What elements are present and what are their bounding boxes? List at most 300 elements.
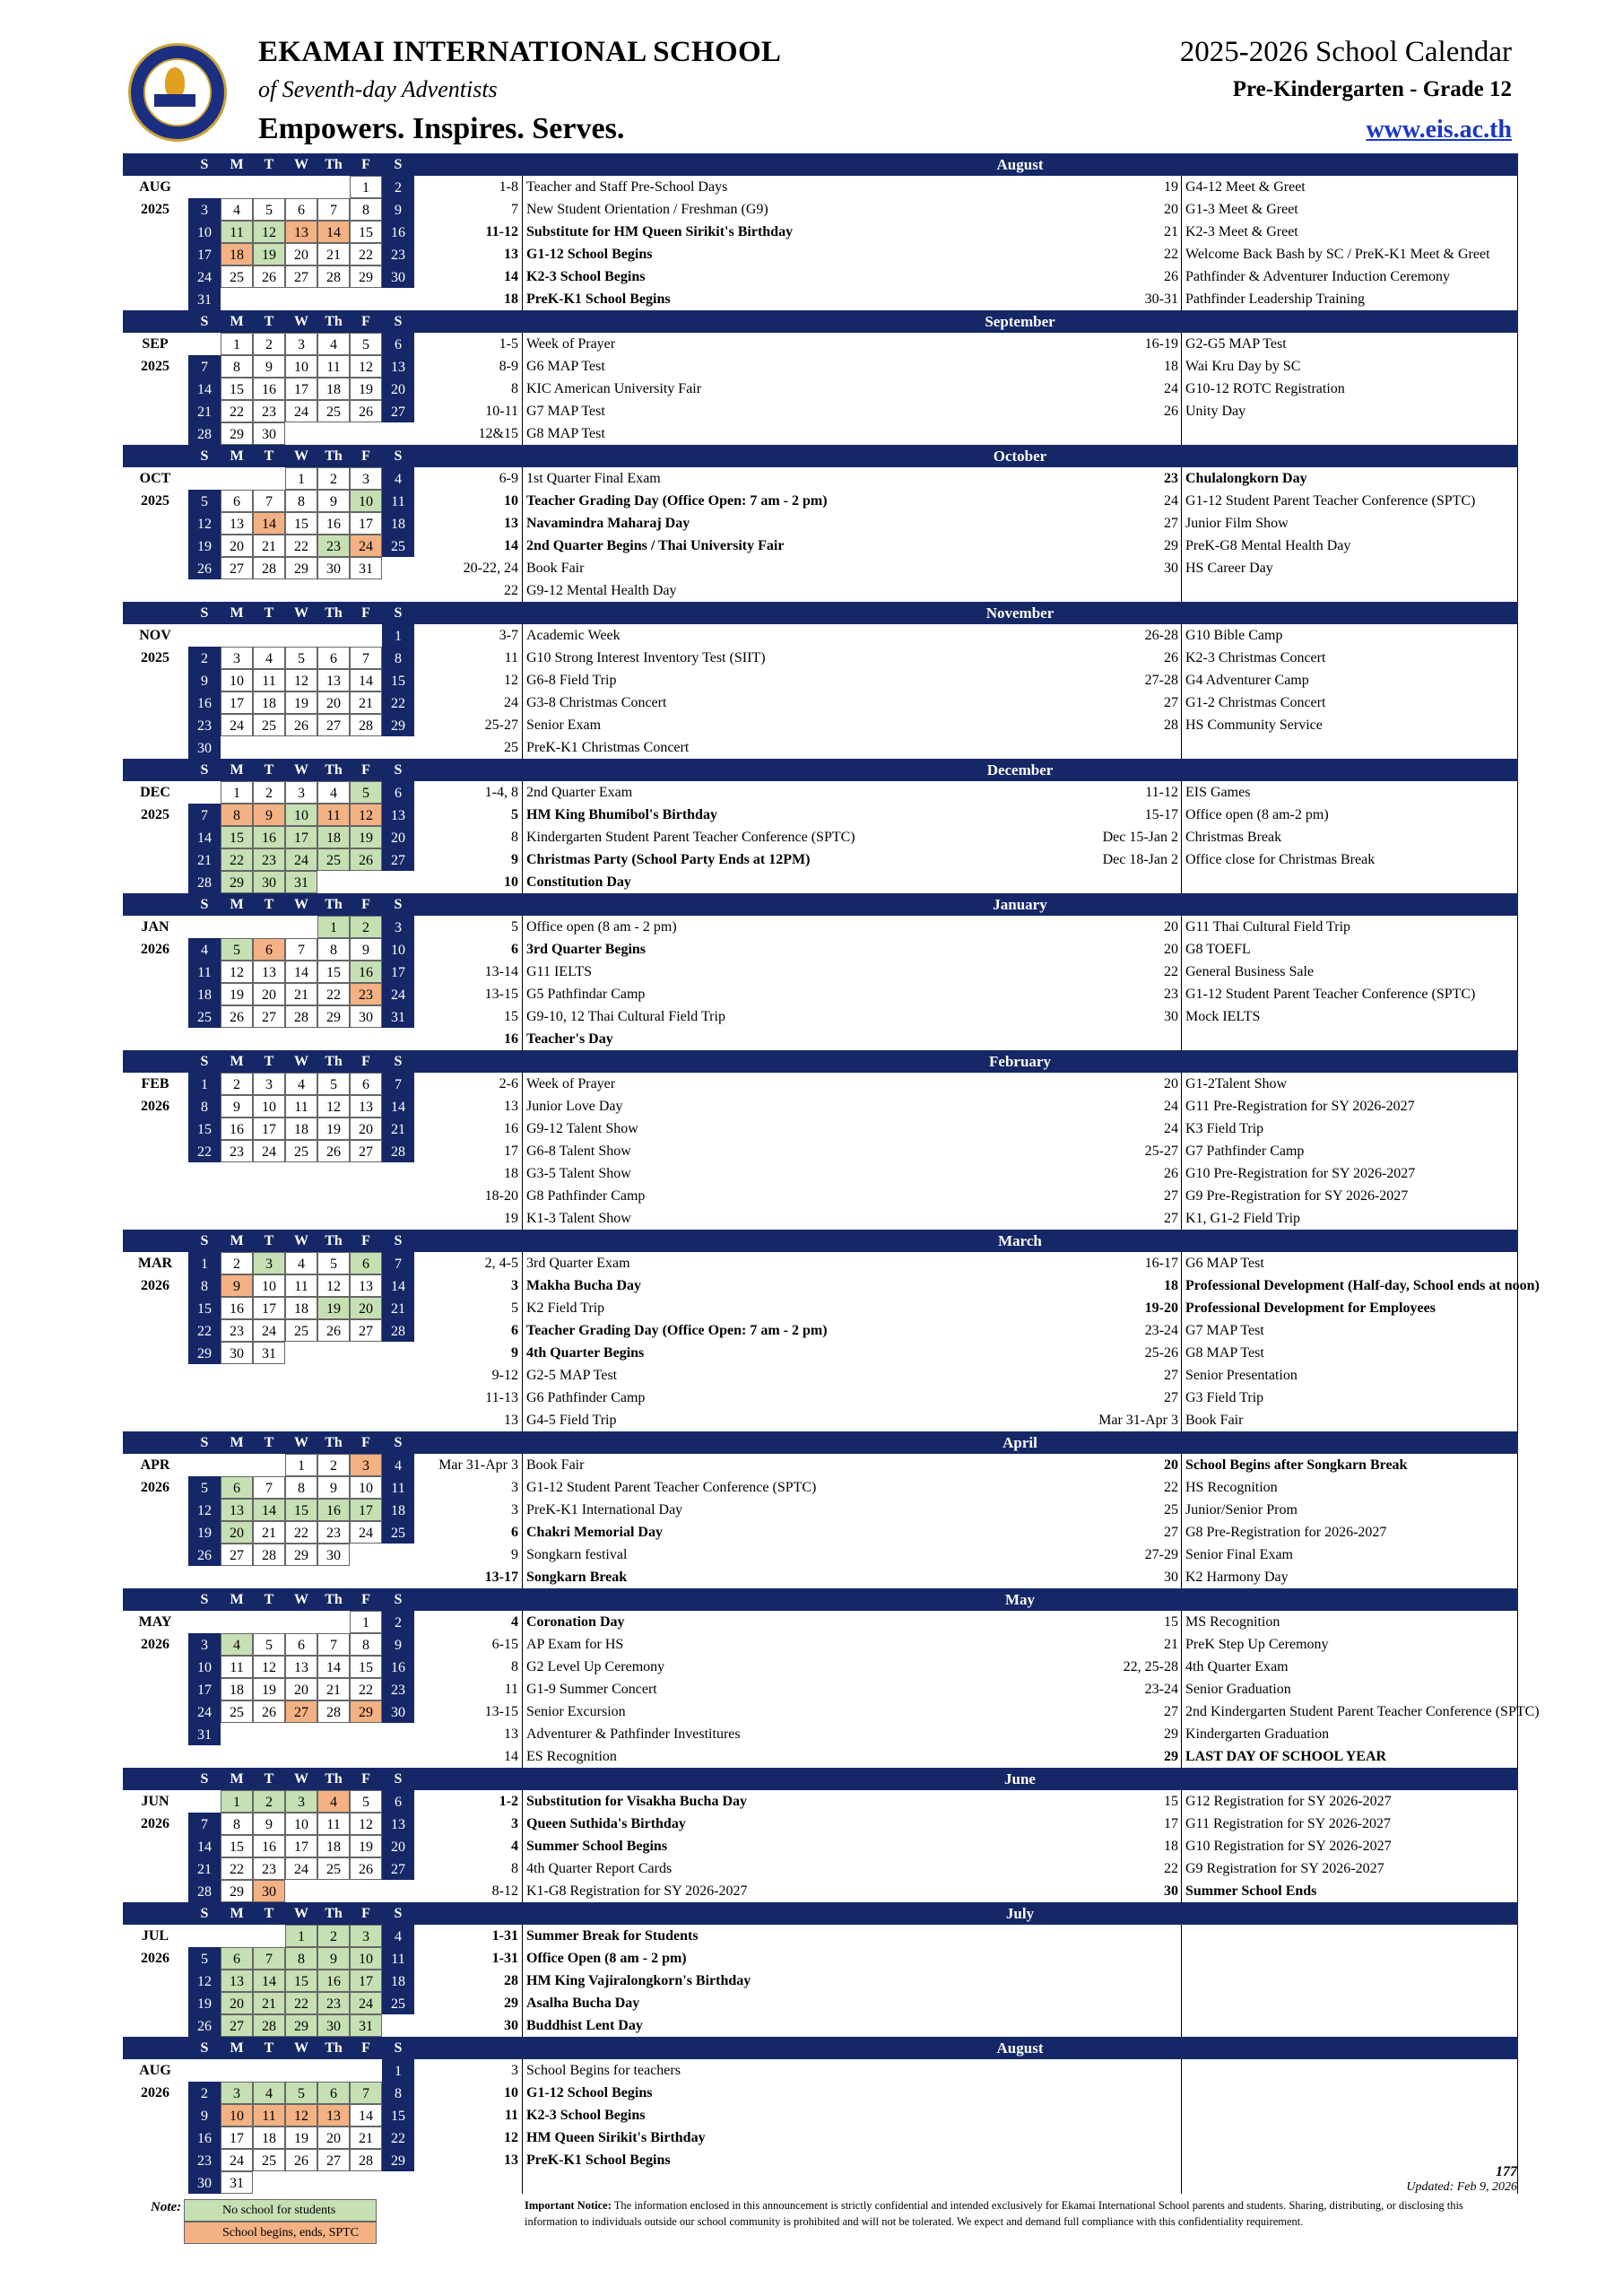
- calendar-day[interactable]: 10: [188, 221, 221, 243]
- calendar-day[interactable]: 17: [382, 961, 414, 983]
- calendar-day[interactable]: 12: [317, 1274, 350, 1297]
- calendar-day[interactable]: 6: [221, 1476, 253, 1499]
- calendar-day[interactable]: 1: [221, 333, 253, 355]
- calendar-day[interactable]: 18: [317, 378, 350, 400]
- calendar-day[interactable]: 16: [221, 1297, 253, 1319]
- calendar-day[interactable]: 23: [382, 1678, 414, 1700]
- calendar-day[interactable]: 10: [253, 1274, 285, 1297]
- calendar-day[interactable]: 27: [221, 1544, 253, 1566]
- calendar-day[interactable]: 9: [253, 1813, 285, 1835]
- calendar-day[interactable]: 6: [382, 1790, 414, 1813]
- calendar-day[interactable]: 18: [221, 1678, 253, 1700]
- calendar-day[interactable]: 6: [253, 938, 285, 961]
- calendar-day[interactable]: 1: [382, 2059, 414, 2082]
- calendar-day[interactable]: 14: [253, 1970, 285, 1992]
- calendar-day[interactable]: 4: [382, 1925, 414, 1947]
- calendar-day[interactable]: 5: [285, 647, 317, 669]
- calendar-day[interactable]: 7: [188, 355, 221, 378]
- calendar-day[interactable]: 22: [188, 1319, 221, 1342]
- calendar-day[interactable]: 9: [188, 2104, 221, 2126]
- calendar-day[interactable]: 5: [317, 1252, 350, 1274]
- calendar-day[interactable]: 20: [285, 1678, 317, 1700]
- calendar-day[interactable]: 8: [221, 355, 253, 378]
- calendar-day[interactable]: 22: [188, 1140, 221, 1162]
- calendar-day[interactable]: 14: [285, 961, 317, 983]
- calendar-day[interactable]: 14: [317, 1656, 350, 1678]
- calendar-day[interactable]: 11: [253, 669, 285, 691]
- calendar-day[interactable]: 19: [350, 378, 382, 400]
- calendar-day[interactable]: 29: [382, 714, 414, 736]
- calendar-day[interactable]: 26: [350, 1857, 382, 1880]
- calendar-day[interactable]: 10: [188, 1656, 221, 1678]
- calendar-day[interactable]: 6: [317, 2082, 350, 2104]
- calendar-day[interactable]: 23: [253, 1857, 285, 1880]
- calendar-day[interactable]: 21: [350, 691, 382, 714]
- calendar-day[interactable]: 30: [382, 265, 414, 288]
- calendar-day[interactable]: 4: [253, 647, 285, 669]
- calendar-day[interactable]: 29: [382, 2149, 414, 2171]
- calendar-day[interactable]: 26: [253, 265, 285, 288]
- calendar-day[interactable]: 10: [221, 2104, 253, 2126]
- calendar-day[interactable]: 2: [317, 1454, 350, 1476]
- calendar-day[interactable]: 5: [317, 1073, 350, 1095]
- calendar-day[interactable]: 9: [382, 1633, 414, 1656]
- calendar-day[interactable]: 22: [285, 1521, 317, 1544]
- calendar-day[interactable]: 6: [221, 1947, 253, 1970]
- calendar-day[interactable]: 6: [350, 1252, 382, 1274]
- calendar-day[interactable]: 7: [253, 490, 285, 512]
- calendar-day[interactable]: 17: [285, 826, 317, 848]
- calendar-day[interactable]: 27: [221, 2014, 253, 2037]
- calendar-day[interactable]: 13: [350, 1274, 382, 1297]
- calendar-day[interactable]: 26: [350, 848, 382, 871]
- calendar-day[interactable]: 8: [317, 938, 350, 961]
- calendar-day[interactable]: 24: [253, 1140, 285, 1162]
- calendar-day[interactable]: 15: [317, 961, 350, 983]
- calendar-day[interactable]: 31: [188, 288, 221, 310]
- calendar-day[interactable]: 7: [188, 804, 221, 826]
- calendar-day[interactable]: 27: [350, 1319, 382, 1342]
- calendar-day[interactable]: 19: [350, 826, 382, 848]
- calendar-day[interactable]: 27: [285, 265, 317, 288]
- calendar-day[interactable]: 8: [382, 647, 414, 669]
- calendar-day[interactable]: 25: [221, 1700, 253, 1723]
- calendar-day[interactable]: 15: [382, 2104, 414, 2126]
- calendar-day[interactable]: 4: [285, 1252, 317, 1274]
- calendar-day[interactable]: 16: [253, 1835, 285, 1857]
- calendar-day[interactable]: 3: [350, 1925, 382, 1947]
- calendar-day[interactable]: 18: [285, 1118, 317, 1140]
- calendar-day[interactable]: 8: [285, 1476, 317, 1499]
- calendar-day[interactable]: 9: [221, 1274, 253, 1297]
- calendar-day[interactable]: 1: [221, 1790, 253, 1813]
- calendar-day[interactable]: 4: [188, 938, 221, 961]
- calendar-day[interactable]: 28: [317, 1700, 350, 1723]
- calendar-day[interactable]: 21: [350, 2126, 382, 2149]
- calendar-day[interactable]: 20: [350, 1118, 382, 1140]
- calendar-day[interactable]: 5: [253, 1633, 285, 1656]
- calendar-day[interactable]: 14: [382, 1095, 414, 1118]
- calendar-day[interactable]: 14: [350, 669, 382, 691]
- calendar-day[interactable]: 10: [285, 355, 317, 378]
- calendar-day[interactable]: 6: [382, 781, 414, 804]
- calendar-day[interactable]: 8: [188, 1274, 221, 1297]
- calendar-day[interactable]: 13: [350, 1095, 382, 1118]
- calendar-day[interactable]: 13: [221, 1970, 253, 1992]
- calendar-day[interactable]: 23: [253, 848, 285, 871]
- calendar-day[interactable]: 22: [350, 1678, 382, 1700]
- calendar-day[interactable]: 4: [253, 2082, 285, 2104]
- calendar-day[interactable]: 29: [221, 871, 253, 893]
- calendar-day[interactable]: 6: [285, 198, 317, 221]
- calendar-day[interactable]: 14: [188, 1835, 221, 1857]
- calendar-day[interactable]: 11: [188, 961, 221, 983]
- calendar-day[interactable]: 21: [253, 535, 285, 557]
- calendar-day[interactable]: 22: [317, 983, 350, 1005]
- calendar-day[interactable]: 6: [221, 490, 253, 512]
- calendar-day[interactable]: 29: [188, 1342, 221, 1364]
- calendar-day[interactable]: 2: [253, 781, 285, 804]
- calendar-day[interactable]: 15: [382, 669, 414, 691]
- calendar-day[interactable]: 8: [285, 1947, 317, 1970]
- calendar-day[interactable]: 23: [317, 1521, 350, 1544]
- calendar-day[interactable]: 11: [221, 221, 253, 243]
- calendar-day[interactable]: 18: [382, 1499, 414, 1521]
- calendar-day[interactable]: 26: [285, 2149, 317, 2171]
- calendar-day[interactable]: 1: [317, 916, 350, 938]
- calendar-day[interactable]: 25: [317, 1857, 350, 1880]
- calendar-day[interactable]: 28: [382, 1319, 414, 1342]
- calendar-day[interactable]: 19: [350, 1835, 382, 1857]
- calendar-day[interactable]: 13: [317, 669, 350, 691]
- calendar-day[interactable]: 20: [285, 243, 317, 265]
- calendar-day[interactable]: 7: [317, 198, 350, 221]
- calendar-day[interactable]: 12: [317, 1095, 350, 1118]
- calendar-day[interactable]: 23: [253, 400, 285, 422]
- calendar-day[interactable]: 3: [188, 1633, 221, 1656]
- calendar-day[interactable]: 25: [285, 1319, 317, 1342]
- calendar-day[interactable]: 13: [253, 961, 285, 983]
- calendar-day[interactable]: 21: [188, 848, 221, 871]
- calendar-day[interactable]: 15: [188, 1118, 221, 1140]
- calendar-day[interactable]: 3: [382, 916, 414, 938]
- calendar-day[interactable]: 29: [350, 265, 382, 288]
- calendar-day[interactable]: 1: [285, 1925, 317, 1947]
- calendar-day[interactable]: 19: [188, 1992, 221, 2014]
- calendar-day[interactable]: 24: [253, 1319, 285, 1342]
- calendar-day[interactable]: 13: [382, 355, 414, 378]
- calendar-day[interactable]: 15: [350, 221, 382, 243]
- calendar-day[interactable]: 8: [350, 1633, 382, 1656]
- calendar-day[interactable]: 8: [350, 198, 382, 221]
- calendar-day[interactable]: 17: [253, 1118, 285, 1140]
- calendar-day[interactable]: 3: [221, 2082, 253, 2104]
- calendar-day[interactable]: 10: [285, 804, 317, 826]
- calendar-day[interactable]: 12: [188, 1499, 221, 1521]
- calendar-day[interactable]: 11: [317, 1813, 350, 1835]
- calendar-day[interactable]: 25: [382, 1992, 414, 2014]
- calendar-day[interactable]: 11: [221, 1656, 253, 1678]
- calendar-day[interactable]: 2: [253, 333, 285, 355]
- calendar-day[interactable]: 4: [317, 1790, 350, 1813]
- calendar-day[interactable]: 8: [382, 2082, 414, 2104]
- calendar-day[interactable]: 3: [350, 1454, 382, 1476]
- calendar-day[interactable]: 11: [382, 1476, 414, 1499]
- calendar-day[interactable]: 12: [350, 804, 382, 826]
- calendar-day[interactable]: 13: [221, 1499, 253, 1521]
- calendar-day[interactable]: 19: [253, 243, 285, 265]
- calendar-day[interactable]: 13: [382, 804, 414, 826]
- calendar-day[interactable]: 25: [188, 1005, 221, 1028]
- calendar-day[interactable]: 28: [188, 871, 221, 893]
- calendar-day[interactable]: 22: [285, 1992, 317, 2014]
- calendar-day[interactable]: 24: [350, 1992, 382, 2014]
- calendar-day[interactable]: 29: [285, 1544, 317, 1566]
- calendar-day[interactable]: 18: [188, 983, 221, 1005]
- calendar-day[interactable]: 30: [350, 1005, 382, 1028]
- calendar-day[interactable]: 14: [188, 826, 221, 848]
- calendar-day[interactable]: 19: [221, 983, 253, 1005]
- calendar-day[interactable]: 15: [285, 512, 317, 535]
- calendar-day[interactable]: 3: [253, 1252, 285, 1274]
- calendar-day[interactable]: 9: [253, 355, 285, 378]
- calendar-day[interactable]: 29: [350, 1700, 382, 1723]
- calendar-day[interactable]: 29: [285, 2014, 317, 2037]
- calendar-day[interactable]: 19: [188, 1521, 221, 1544]
- calendar-day[interactable]: 7: [382, 1073, 414, 1095]
- calendar-day[interactable]: 10: [253, 1095, 285, 1118]
- calendar-day[interactable]: 20: [221, 1992, 253, 2014]
- calendar-day[interactable]: 30: [253, 422, 285, 445]
- calendar-day[interactable]: 21: [285, 983, 317, 1005]
- calendar-day[interactable]: 23: [188, 714, 221, 736]
- calendar-day[interactable]: 1: [188, 1252, 221, 1274]
- calendar-day[interactable]: 8: [221, 804, 253, 826]
- calendar-day[interactable]: 21: [253, 1521, 285, 1544]
- calendar-day[interactable]: 12: [350, 1813, 382, 1835]
- calendar-day[interactable]: 27: [221, 557, 253, 579]
- calendar-day[interactable]: 19: [317, 1297, 350, 1319]
- calendar-day[interactable]: 5: [350, 781, 382, 804]
- calendar-day[interactable]: 21: [317, 1678, 350, 1700]
- calendar-day[interactable]: 12: [188, 512, 221, 535]
- calendar-day[interactable]: 30: [253, 871, 285, 893]
- calendar-day[interactable]: 10: [350, 1947, 382, 1970]
- calendar-day[interactable]: 27: [382, 1857, 414, 1880]
- calendar-day[interactable]: 24: [382, 983, 414, 1005]
- calendar-day[interactable]: 14: [253, 512, 285, 535]
- calendar-day[interactable]: 31: [350, 557, 382, 579]
- calendar-day[interactable]: 4: [317, 333, 350, 355]
- calendar-day[interactable]: 20: [382, 826, 414, 848]
- calendar-day[interactable]: 29: [221, 1880, 253, 1902]
- calendar-day[interactable]: 13: [285, 1656, 317, 1678]
- calendar-day[interactable]: 20: [221, 535, 253, 557]
- calendar-day[interactable]: 18: [253, 691, 285, 714]
- calendar-day[interactable]: 13: [221, 512, 253, 535]
- calendar-day[interactable]: 4: [221, 198, 253, 221]
- calendar-day[interactable]: 19: [285, 2126, 317, 2149]
- calendar-day[interactable]: 24: [285, 1857, 317, 1880]
- calendar-day[interactable]: 5: [188, 1947, 221, 1970]
- calendar-day[interactable]: 27: [382, 848, 414, 871]
- calendar-day[interactable]: 2: [188, 2082, 221, 2104]
- calendar-day[interactable]: 15: [285, 1499, 317, 1521]
- calendar-day[interactable]: 5: [188, 490, 221, 512]
- calendar-day[interactable]: 31: [382, 1005, 414, 1028]
- calendar-day[interactable]: 26: [188, 1544, 221, 1566]
- calendar-day[interactable]: 22: [382, 2126, 414, 2149]
- calendar-day[interactable]: 2: [221, 1073, 253, 1095]
- calendar-day[interactable]: 15: [350, 1656, 382, 1678]
- calendar-day[interactable]: 18: [317, 826, 350, 848]
- calendar-day[interactable]: 21: [188, 400, 221, 422]
- calendar-day[interactable]: 19: [253, 1678, 285, 1700]
- calendar-day[interactable]: 3: [253, 1073, 285, 1095]
- calendar-day[interactable]: 18: [317, 1835, 350, 1857]
- calendar-day[interactable]: 28: [285, 1005, 317, 1028]
- calendar-day[interactable]: 7: [317, 1633, 350, 1656]
- calendar-day[interactable]: 5: [253, 198, 285, 221]
- calendar-day[interactable]: 7: [382, 1252, 414, 1274]
- calendar-day[interactable]: 15: [221, 1835, 253, 1857]
- calendar-day[interactable]: 11: [382, 490, 414, 512]
- calendar-day[interactable]: 9: [253, 804, 285, 826]
- calendar-day[interactable]: 22: [382, 691, 414, 714]
- calendar-day[interactable]: 20: [350, 1297, 382, 1319]
- calendar-day[interactable]: 1: [350, 1611, 382, 1633]
- calendar-day[interactable]: 2: [253, 1790, 285, 1813]
- calendar-day[interactable]: 13: [317, 2104, 350, 2126]
- calendar-day[interactable]: 8: [188, 1095, 221, 1118]
- calendar-day[interactable]: 12: [188, 1970, 221, 1992]
- calendar-day[interactable]: 6: [317, 647, 350, 669]
- calendar-day[interactable]: 21: [253, 1992, 285, 2014]
- calendar-day[interactable]: 24: [188, 1700, 221, 1723]
- calendar-day[interactable]: 12: [285, 669, 317, 691]
- calendar-day[interactable]: 3: [188, 198, 221, 221]
- calendar-day[interactable]: 19: [317, 1118, 350, 1140]
- calendar-day[interactable]: 26: [188, 2014, 221, 2037]
- calendar-day[interactable]: 27: [317, 714, 350, 736]
- calendar-day[interactable]: 30: [317, 557, 350, 579]
- calendar-day[interactable]: 15: [221, 378, 253, 400]
- calendar-day[interactable]: 2: [382, 176, 414, 198]
- calendar-day[interactable]: 17: [188, 243, 221, 265]
- calendar-day[interactable]: 18: [382, 1970, 414, 1992]
- calendar-day[interactable]: 2: [350, 916, 382, 938]
- calendar-day[interactable]: 6: [350, 1073, 382, 1095]
- calendar-day[interactable]: 22: [221, 1857, 253, 1880]
- calendar-day[interactable]: 5: [221, 938, 253, 961]
- calendar-day[interactable]: 12: [221, 961, 253, 983]
- calendar-day[interactable]: 2: [317, 1925, 350, 1947]
- calendar-day[interactable]: 10: [350, 490, 382, 512]
- calendar-day[interactable]: 14: [188, 378, 221, 400]
- calendar-day[interactable]: 19: [285, 691, 317, 714]
- calendar-day[interactable]: 26: [253, 1700, 285, 1723]
- calendar-day[interactable]: 1: [382, 624, 414, 647]
- calendar-day[interactable]: 26: [221, 1005, 253, 1028]
- calendar-day[interactable]: 23: [188, 2149, 221, 2171]
- calendar-day[interactable]: 30: [317, 2014, 350, 2037]
- calendar-day[interactable]: 28: [253, 557, 285, 579]
- calendar-day[interactable]: 16: [253, 826, 285, 848]
- calendar-day[interactable]: 24: [285, 400, 317, 422]
- calendar-day[interactable]: 25: [317, 400, 350, 422]
- calendar-day[interactable]: 12: [253, 221, 285, 243]
- calendar-day[interactable]: 13: [285, 221, 317, 243]
- calendar-day[interactable]: 24: [221, 2149, 253, 2171]
- calendar-day[interactable]: 16: [188, 691, 221, 714]
- calendar-day[interactable]: 2: [188, 647, 221, 669]
- calendar-day[interactable]: 9: [317, 1947, 350, 1970]
- calendar-day[interactable]: 9: [350, 938, 382, 961]
- calendar-day[interactable]: 1: [285, 467, 317, 490]
- calendar-day[interactable]: 17: [188, 1678, 221, 1700]
- calendar-day[interactable]: 28: [350, 2149, 382, 2171]
- calendar-day[interactable]: 21: [382, 1118, 414, 1140]
- calendar-day[interactable]: 9: [382, 198, 414, 221]
- calendar-day[interactable]: 23: [317, 1992, 350, 2014]
- calendar-day[interactable]: 30: [382, 1700, 414, 1723]
- calendar-day[interactable]: 25: [382, 535, 414, 557]
- calendar-day[interactable]: 16: [188, 2126, 221, 2149]
- calendar-day[interactable]: 3: [221, 647, 253, 669]
- calendar-day[interactable]: 7: [350, 647, 382, 669]
- calendar-day[interactable]: 23: [317, 535, 350, 557]
- calendar-day[interactable]: 7: [253, 1947, 285, 1970]
- calendar-day[interactable]: 22: [221, 400, 253, 422]
- calendar-day[interactable]: 9: [188, 669, 221, 691]
- calendar-day[interactable]: 16: [317, 1970, 350, 1992]
- calendar-day[interactable]: 26: [350, 400, 382, 422]
- calendar-day[interactable]: 21: [317, 243, 350, 265]
- calendar-day[interactable]: 7: [253, 1476, 285, 1499]
- calendar-day[interactable]: 28: [188, 422, 221, 445]
- calendar-day[interactable]: 16: [253, 378, 285, 400]
- calendar-day[interactable]: 30: [188, 2171, 221, 2194]
- calendar-day[interactable]: 12: [350, 355, 382, 378]
- calendar-day[interactable]: 24: [188, 265, 221, 288]
- calendar-day[interactable]: 24: [350, 1521, 382, 1544]
- calendar-day[interactable]: 20: [317, 691, 350, 714]
- calendar-day[interactable]: 22: [285, 535, 317, 557]
- calendar-day[interactable]: 4: [382, 467, 414, 490]
- calendar-day[interactable]: 26: [188, 557, 221, 579]
- calendar-day[interactable]: 22: [350, 243, 382, 265]
- calendar-day[interactable]: 7: [350, 2082, 382, 2104]
- calendar-day[interactable]: 16: [221, 1118, 253, 1140]
- calendar-day[interactable]: 2: [317, 467, 350, 490]
- calendar-day[interactable]: 30: [221, 1342, 253, 1364]
- calendar-day[interactable]: 3: [285, 1790, 317, 1813]
- calendar-day[interactable]: 1: [188, 1073, 221, 1095]
- calendar-day[interactable]: 25: [382, 1521, 414, 1544]
- calendar-day[interactable]: 30: [253, 1880, 285, 1902]
- calendar-day[interactable]: 17: [350, 1970, 382, 1992]
- calendar-day[interactable]: 29: [285, 557, 317, 579]
- calendar-day[interactable]: 31: [188, 1723, 221, 1745]
- calendar-day[interactable]: 14: [317, 221, 350, 243]
- calendar-day[interactable]: 27: [382, 400, 414, 422]
- calendar-day[interactable]: 27: [285, 1700, 317, 1723]
- calendar-day[interactable]: 31: [253, 1342, 285, 1364]
- calendar-day[interactable]: 14: [253, 1499, 285, 1521]
- calendar-day[interactable]: 30: [317, 1544, 350, 1566]
- calendar-day[interactable]: 25: [253, 714, 285, 736]
- calendar-day[interactable]: 22: [221, 848, 253, 871]
